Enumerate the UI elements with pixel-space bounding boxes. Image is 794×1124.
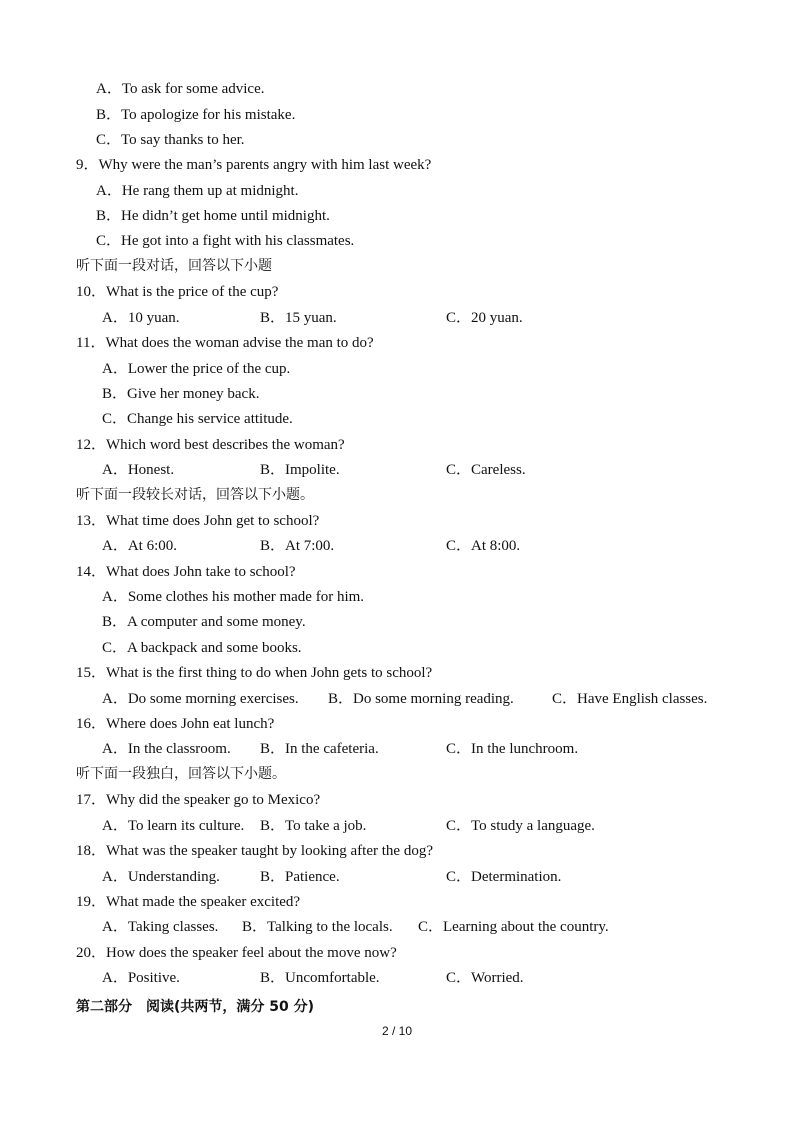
q13-option-b: B．At 7:00. [260,538,335,554]
q8-option-a: A．To ask for some advice. [96,81,265,97]
q11-option-a: A．Lower the price of the cup. [102,361,291,377]
instruction-long-dialogue: 听下面一段较长对话，回答以下小题。 [76,487,314,503]
q20-option-c: C．Worried. [446,970,524,986]
q20-option-a: A．Positive. [102,970,180,986]
q9-option-a: A．He rang them up at midnight. [96,183,299,199]
q12-option-c: C．Careless. [446,462,526,478]
q16-question: 16．Where does John eat lunch? [76,716,275,732]
q14-option-b: B．A computer and some money. [102,614,306,630]
q8-option-b: B．To apologize for his mistake. [96,107,296,123]
instruction-monologue: 听下面一段独白，回答以下小题。 [76,766,286,782]
q12-option-a: A．Honest. [102,462,175,478]
q18-option-b: B．Patience. [260,869,340,885]
q17-option-b: B．To take a job. [260,818,367,834]
q18-option-a: A．Understanding. [102,869,220,885]
q12-option-b: B．Impolite. [260,462,340,478]
q11-option-c: C．Change his service attitude. [102,411,293,427]
instruction-dialogue-1: 听下面一段对话，回答以下小题 [76,258,272,274]
q17-option-a: A．To learn its culture. [102,818,245,834]
q13-question: 13．What time does John get to school? [76,513,320,529]
q17-question: 17．Why did the speaker go to Mexico? [76,792,321,808]
q14-option-a: A．Some clothes his mother made for him. [102,589,365,605]
q17-option-c: C．To study a language. [446,818,595,834]
section-heading: 第二部分 阅读(共两节，满分 50 分) [76,999,315,1015]
q15-option-a: A．Do some morning exercises. [102,691,299,707]
q10-option-a: A．10 yuan. [102,310,180,326]
q9-option-c: C．He got into a fight with his classmates. [96,233,355,249]
q8-option-c: C．To say thanks to her. [96,132,245,148]
q19-option-b: B．Talking to the locals. [242,919,393,935]
q12-question: 12．Which word best describes the woman? [76,437,345,453]
q16-option-a: A．In the classroom. [102,741,231,757]
q9-option-b: B．He didn’t get home until midnight. [96,208,330,224]
q15-option-b: B．Do some morning reading. [328,691,514,707]
q15-question: 15．What is the first thing to do when John gets to school? [76,665,433,681]
page-number: 2 / 10 [381,1024,413,1038]
q13-option-c: C．At 8:00. [446,538,521,554]
q16-option-b: B．In the cafeteria. [260,741,379,757]
q19-option-a: A．Taking classes. [102,919,219,935]
q14-question: 14．What does John take to school? [76,564,296,580]
q20-option-b: B．Uncomfortable. [260,970,380,986]
q19-option-c: C．Learning about the country. [418,919,609,935]
q19-question: 19．What made the speaker excited? [76,894,301,910]
q18-option-c: C．Determination. [446,869,562,885]
q18-question: 18．What was the speaker taught by looking after the dog? [76,843,433,859]
q15-option-c: C．Have English classes. [552,691,708,707]
q9-question: 9．Why were the man’s parents angry with him last week? [76,157,432,173]
q10-question: 10．What is the price of the cup? [76,284,279,300]
q10-option-c: C．20 yuan. [446,310,523,326]
q16-option-c: C．In the lunchroom. [446,741,579,757]
q11-question: 11．What does the woman advise the man to do? [76,335,374,351]
q14-option-c: C．A backpack and some books. [102,640,302,656]
q13-option-a: A．At 6:00. [102,538,178,554]
q20-question: 20．How does the speaker feel about the move now? [76,945,397,961]
q11-option-b: B．Give her money back. [102,386,260,402]
q10-option-b: B．15 yuan. [260,310,337,326]
